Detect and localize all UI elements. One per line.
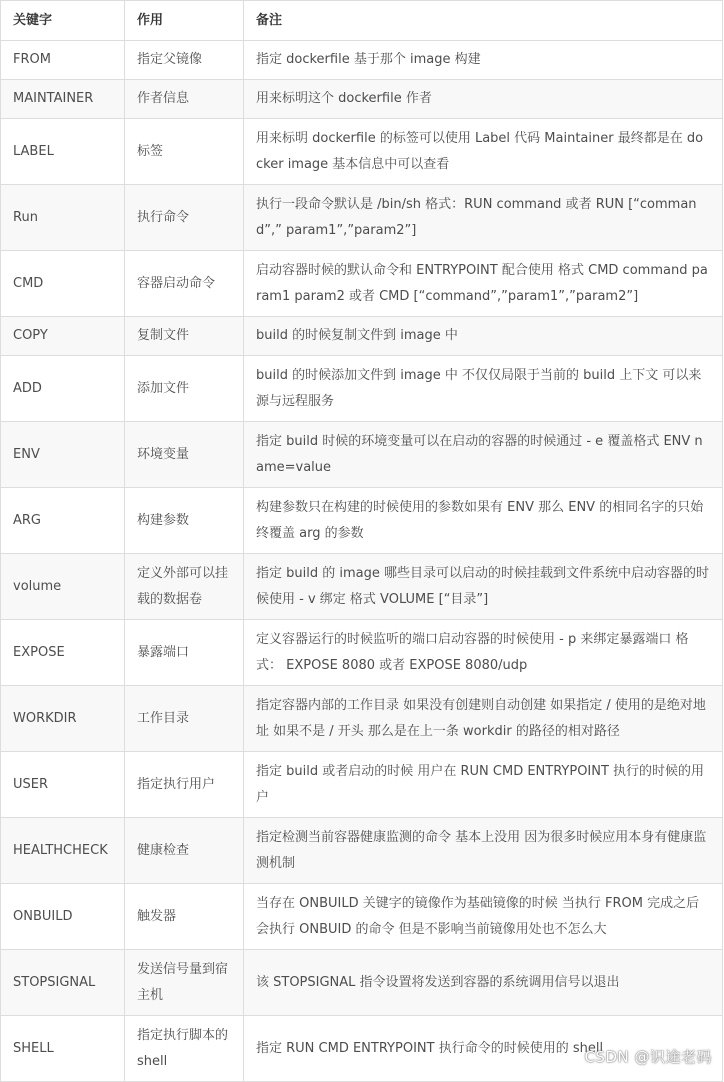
keyword-cell: MAINTAINER [1,80,125,119]
purpose-cell: 指定执行用户 [125,752,244,818]
keyword-cell: STOPSIGNAL [1,950,125,1016]
purpose-cell: 环境变量 [125,422,244,488]
note-cell: 指定 dockerfile 基于那个 image 构建 [244,41,723,80]
purpose-cell: 复制文件 [125,317,244,356]
keyword-cell: volume [1,554,125,620]
table-row [1,620,723,686]
purpose-cell: 添加文件 [125,356,244,422]
note-cell: 用来标明 dockerfile 的标签可以使用 Label 代码 Maintainer 最终都是在 docker image 基本信息中可以查看 [244,119,723,185]
table-row [1,488,723,554]
note-cell: 指定容器内部的工作目录 如果没有创建则自动创建 如果指定 / 使用的是绝对地址 如果不是 / 开头 那么是在上一条 workdir 的路径的相对路径 [244,686,723,752]
note-cell: 定义容器运行的时候监听的端口启动容器的时候使用 - p 来绑定暴露端口 格式： EXPOSE 8080 或者 EXPOSE 8080/udp [244,620,723,686]
purpose-cell: 暴露端口 [125,620,244,686]
purpose-cell: 作者信息 [125,80,244,119]
table-row [1,41,723,80]
keyword-cell: LABEL [1,119,125,185]
note-cell: 指定 build 或者启动的时候 用户在 RUN CMD ENTRYPOINT 执行的时候的用户 [244,752,723,818]
purpose-cell: 定义外部可以挂载的数据卷 [125,554,244,620]
table-header-row [1,1,723,41]
note-cell: 构建参数只在构建的时候使用的参数如果有 ENV 那么 ENV 的相同名字的只始终覆盖 arg 的参数 [244,488,723,554]
note-cell: build 的时候复制文件到 image 中 [244,317,723,356]
table-row [1,818,723,884]
header-keyword: 关键字 [1,1,125,41]
keyword-cell: ONBUILD [1,884,125,950]
table-row [1,317,723,356]
table-row [1,686,723,752]
keyword-cell: ADD [1,356,125,422]
purpose-cell: 容器启动命令 [125,251,244,317]
keyword-cell: CMD [1,251,125,317]
note-cell: 执行一段命令默认是 /bin/sh 格式：RUN command 或者 RUN [“command”,” param1”,”param2”] [244,185,723,251]
table-row [1,554,723,620]
keyword-cell: COPY [1,317,125,356]
keyword-cell: ENV [1,422,125,488]
csdn-watermark: CSDN @识途老码 [584,1048,712,1066]
table-row [1,950,723,1016]
purpose-cell: 指定父镜像 [125,41,244,80]
table-row [1,80,723,119]
purpose-cell: 执行命令 [125,185,244,251]
note-cell: 当存在 ONBUILD 关键字的镜像作为基础镜像的时候 当执行 FROM 完成之后会执行 ONBUID 的命令 但是不影响当前镜像用处也不怎么大 [244,884,723,950]
keyword-cell: EXPOSE [1,620,125,686]
keyword-cell: SHELL [1,1016,125,1082]
purpose-cell: 指定执行脚本的 shell [125,1016,244,1082]
table-row [1,884,723,950]
table-row [1,752,723,818]
purpose-cell: 工作目录 [125,686,244,752]
keyword-cell: Run [1,185,125,251]
table-row [1,119,723,185]
table-row [1,251,723,317]
note-cell: 指定 build 时候的环境变量可以在启动的容器的时候通过 - e 覆盖格式 ENV name=value [244,422,723,488]
keyword-cell: WORKDIR [1,686,125,752]
note-cell: 指定 RUN CMD ENTRYPOINT 执行命令的时候使用的 shell [244,1016,723,1082]
purpose-cell: 标签 [125,119,244,185]
note-cell: build 的时候添加文件到 image 中 不仅仅局限于当前的 build 上下文 可以来源与远程服务 [244,356,723,422]
table-row [1,356,723,422]
note-cell: 用来标明这个 dockerfile 作者 [244,80,723,119]
keyword-cell: ARG [1,488,125,554]
keyword-cell: USER [1,752,125,818]
purpose-cell: 发送信号量到宿主机 [125,950,244,1016]
note-cell: 指定检测当前容器健康监测的命令 基本上没用 因为很多时候应用本身有健康监测机制 [244,818,723,884]
keyword-cell: FROM [1,41,125,80]
purpose-cell: 触发器 [125,884,244,950]
note-cell: 指定 build 的 image 哪些目录可以启动的时候挂载到文件系统中启动容器的时候使用 - v 绑定 格式 VOLUME [“目录”] [244,554,723,620]
note-cell: 该 STOPSIGNAL 指令设置将发送到容器的系统调用信号以退出 [244,950,723,1016]
header-purpose: 作用 [125,1,244,41]
purpose-cell: 健康检查 [125,818,244,884]
header-note: 备注 [244,1,723,41]
keyword-cell: HEALTHCHECK [1,818,125,884]
note-cell: 启动容器时候的默认命令和 ENTRYPOINT 配合使用 格式 CMD command param1 param2 或者 CMD [“command”,”param1”,”param2”] [244,251,723,317]
table-row [1,422,723,488]
table-row [1,185,723,251]
purpose-cell: 构建参数 [125,488,244,554]
